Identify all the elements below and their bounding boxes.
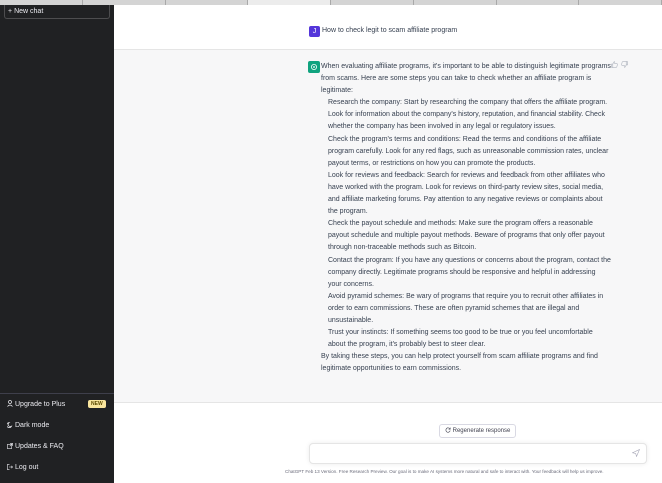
dark-mode-button[interactable]: [0, 415, 114, 436]
assistant-message-row: [114, 50, 662, 403]
user-icon: [7, 400, 13, 409]
new-chat-label: New chat: [14, 8, 44, 15]
thumbs-up-icon[interactable]: [611, 61, 618, 70]
new-badge: NEW: [88, 400, 106, 408]
sidebar: [0, 5, 114, 483]
updates-faq-label: Updates & FAQ: [15, 443, 64, 450]
new-chat-button[interactable]: [4, 5, 110, 19]
step-item: Check the program's terms and conditions: Read the terms and conditions of the affiliate program carefully. Look for any red flags, such as unreasonable commission rates, unclear payout terms, or restrictions on how you can promote the products.: [328, 135, 609, 167]
upgrade-to-plus-button[interactable]: [0, 394, 114, 415]
step-item: Contact the program: If you have any questions or concerns about the program, contact the company directly. Legitimate programs should be responsive and helpful in addressing your concerns.: [328, 256, 611, 288]
upgrade-label: Upgrade to Plus: [15, 401, 66, 408]
step-item: Avoid pyramid schemes: Be wary of programs that require you to recruit other affiliates in order to earn commissions. These are often pyramid schemes that are illegal and unsustainable.: [328, 292, 604, 324]
message-input[interactable]: [309, 443, 647, 464]
log-out-button[interactable]: [0, 457, 114, 478]
sidebar-bottom-menu: [0, 393, 114, 478]
regenerate-label: Regenerate response: [452, 428, 511, 434]
regenerate-response-button[interactable]: [439, 424, 516, 438]
openai-logo-icon: [308, 61, 320, 73]
plus-icon: +: [8, 8, 13, 15]
step-item: Look for reviews and feedback: Search for reviews and feedback from other affiliates who have worked with the program. Look for reviews on third-party review sites, social media, and affiliate marketing forums. Pay attention to any negative reviews or complaints about the program.: [328, 171, 605, 216]
refresh-icon: [445, 427, 451, 435]
log-out-label: Log out: [15, 464, 39, 471]
updates-faq-link[interactable]: [0, 436, 114, 457]
user-message-row: [114, 10, 662, 50]
user-avatar: J: [309, 26, 320, 37]
step-item: Trust your instincts: If something seems too good to be true or you feel uncomfortable about the program, it's probably best to steer clear.: [328, 329, 593, 349]
version-link[interactable]: ChatGPT Feb 13 Version: [285, 469, 337, 474]
assistant-outro: By taking these steps, you can help protect yourself from scam affiliate programs and find legitimate opportunities to earn commissions.: [321, 353, 598, 373]
dark-mode-label: Dark mode: [15, 422, 50, 429]
send-icon[interactable]: [632, 449, 640, 459]
user-message-text: How to check legit to scam affiliate program: [322, 27, 458, 34]
logout-icon: [7, 464, 13, 472]
feedback-buttons: [611, 61, 628, 70]
main-chat-area: [114, 5, 662, 483]
footer-text: . Free Research Preview. Our goal is to make AI systems more natural and safe to interact with. Your feedback will help us improve.: [336, 469, 604, 474]
thumbs-down-icon[interactable]: [621, 61, 628, 70]
moon-icon: [7, 422, 13, 430]
footer-disclaimer: [285, 469, 662, 474]
step-item: Check the payout schedule and methods: Make sure the program offers a reasonable payout schedule and multiple payout methods. Beware of programs that only offer payout through non-traceable methods such as Bitcoin.: [328, 220, 605, 252]
assistant-intro: When evaluating affiliate programs, it's important to be able to distinguish legitimate programs from scams. Here are some steps you can take to check whether an affiliate program is legitimate:: [321, 63, 611, 95]
assistant-message-text: [321, 61, 611, 375]
external-link-icon: [7, 443, 13, 451]
step-item: Research the company: Start by researching the company that offers the affiliate program. Look for information about the company's history, reputation, and financial stability. Check whether the company has been involved in any legal or regulatory issues.: [328, 99, 608, 131]
